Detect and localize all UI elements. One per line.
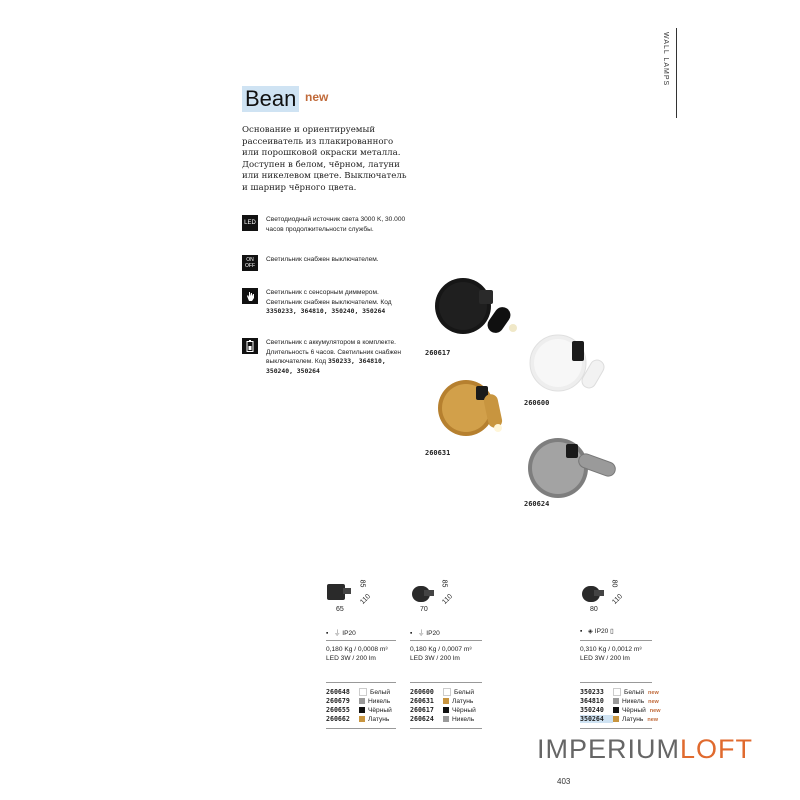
variant-row: 350233 Белый new [580,688,659,696]
variant-row: 260662 Латунь [326,715,390,723]
spec-ip-3: ▪ ◈ IP20 ▯ [580,628,614,635]
swatch-nickel [613,698,619,704]
variant-row: 260679 Никель [326,697,391,705]
spec-rule [410,640,482,641]
dim-width-3: 80 [590,606,598,613]
swatch-brass [359,716,365,722]
spec-ip-1: ▪ ⏚ IP20 [326,630,356,637]
dim-height-3: 80 [610,579,618,588]
swatch-nickel [359,698,365,704]
battery-icon: ▯ [610,628,614,635]
photo-code-260631: 260631 [425,449,451,457]
product-title: Bean [245,86,297,111]
dimension-sketch-2 [410,582,440,606]
spec-power-2: LED 3W / 200 lm [410,655,460,662]
swatch-white [613,688,621,696]
swatch-brass [613,716,619,722]
feature-switch-text: Светильник снабжен выключателем. [266,256,379,263]
swatch-white [443,688,451,696]
new-badge: new [305,90,329,104]
section-label: WALL LAMPS [662,32,669,87]
spec-rule [410,728,482,729]
spec-rule [580,682,652,683]
spec-ip-2: ▪ ⏚ IP20 [410,630,440,637]
battery-icon [242,338,258,354]
lamp-photo-black [425,270,525,350]
lamp-photo-nickel [520,430,630,510]
page-number: 403 [557,777,571,786]
side-rule [676,28,677,118]
lamp-photo-brass [432,372,532,452]
spec-weight-3: 0,310 Kg / 0,0012 m³ [580,646,642,653]
dimension-sketch-1 [325,580,355,604]
photo-code-260600: 260600 [524,399,550,407]
lamp-photo-white [520,325,620,405]
variant-row: 260617 Чёрный [410,706,476,714]
variant-row: 260631 Латунь [410,697,474,705]
variant-row: 350264 Латунь new [580,715,659,723]
swatch-black [613,707,619,713]
spec-weight-2: 0,180 Kg / 0,0007 m³ [410,646,472,653]
dim-width-2: 70 [420,606,428,613]
spec-power-3: LED 3W / 200 lm [580,655,630,662]
spec-rule [326,682,396,683]
dim-height-2: 85 [440,579,448,588]
dim-depth-2: 110 [441,593,455,606]
variant-row: 364810 Никель new [580,697,659,705]
swatch-white [359,688,367,696]
swatch-black [443,707,449,713]
dim-depth-3: 110 [611,593,625,606]
variant-row: 260648 Белый [326,688,391,696]
touch-dimmer-codes: 3350233, 364810, 350240, 350264 [266,307,386,315]
product-description: Основание и ориентируемый рассеиватель из плакированного или порошковой окраски металла. Доступен в белом, чёрном, латуни или никелевом цвете. Выключатель и шарнир чёрного цвета. [242,125,407,193]
on-off-icon: ON OFF [242,255,258,271]
title-highlight [242,86,299,112]
spec-weight-1: 0,180 Kg / 0,0008 m³ [326,646,388,653]
feature-touch-dimmer-text: Светильник с сенсорным диммером. Светильник снабжен выключателем. Код 3350233, 364810, 350240, 350264 [266,289,392,315]
dimension-sketch-3 [580,582,610,606]
variant-row: 260600 Белый [410,688,475,696]
swatch-black [359,707,365,713]
spec-rule [580,728,652,729]
brand-watermark: IMPERIUMLOFT [537,734,754,764]
battery-codes: 350233, 364810, 350240, 350264 [266,357,386,375]
spec-rule [326,640,396,641]
photo-code-260624: 260624 [524,500,550,508]
swatch-nickel [443,716,449,722]
dim-height-1: 85 [358,579,366,588]
variant-row: 260624 Никель [410,715,475,723]
spec-rule [580,640,652,641]
variant-row: 350240 Чёрный new [580,706,661,714]
spec-rule [410,682,482,683]
variant-row: 260655 Чёрный [326,706,392,714]
feature-led-text: Светодиодный источник света 3000 K, 30.000 часов продолжительности службы. [266,216,406,233]
feature-battery-text: Светильник с аккумулятором в комплекте. Длительность 6 часов. Светильник снабжен выключателем. Код 350233, 364810, 350240, 350264 [266,339,402,375]
touch-dimmer-icon [242,288,258,304]
spec-power-1: LED 3W / 200 lm [326,655,376,662]
led-icon: LED [242,215,258,231]
photo-code-260617: 260617 [425,349,451,357]
dim-width-1: 65 [336,606,344,613]
spec-rule [326,728,396,729]
dim-depth-1: 110 [359,593,373,606]
swatch-brass [443,698,449,704]
